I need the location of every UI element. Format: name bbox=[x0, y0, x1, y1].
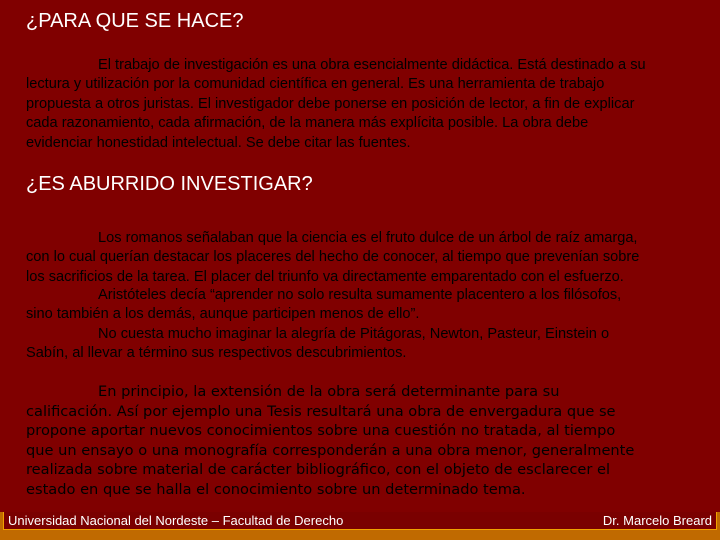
paragraph-extension bbox=[26, 382, 696, 499]
text-line: El trabajo de investigación es una obra esencialmente didáctica. Está destinado a su bbox=[98, 57, 646, 73]
text-line: estado en que se halla el conocimiento sobre un determinado tema. bbox=[26, 480, 526, 498]
paragraph-romanos bbox=[26, 229, 696, 287]
text-line: Aristóteles decía “aprender no solo resulta sumamente placentero a los filósofos, bbox=[98, 287, 622, 303]
text-line: No cuesta mucho imaginar la alegría de Pitágoras, Newton, Pasteur, Einstein o bbox=[98, 326, 610, 342]
text-line: propuesta a otros juristas. El investigador debe ponerse en posición de lector, a fin de explicar bbox=[26, 95, 635, 112]
text-line: En principio, la extensión de la obra será determinante para su bbox=[98, 383, 560, 400]
text-line: Sabín, al llevar a término sus respectivos descubrimientos. bbox=[26, 345, 407, 362]
text-line: lectura y utilización por la comunidad científica en general. Es una herramienta de trabajo bbox=[26, 76, 605, 93]
text-line: los sacrificios de la tarea. El placer del triunfo va directamente emparentado con el esfuerzo. bbox=[26, 268, 624, 285]
text-line: evidenciar honestidad intelectual. Se debe citar las fuentes. bbox=[26, 134, 411, 151]
text-line: con lo cual querían destacar los placeres del hecho de conocer, al tiempo que prevenían sobre bbox=[26, 249, 640, 266]
text-line: que un ensayo o una monografía corresponderán a una obra menor, generalmente bbox=[26, 441, 635, 459]
text-line: calificación. Así por ejemplo una Tesis resultará una obra de envergadura que se bbox=[26, 402, 616, 420]
text-line: cada razonamiento, cada afirmación, de la manera más explícita posible. La obra debe bbox=[26, 115, 589, 132]
heading-es-aburrido-investigar: ¿ES ABURRIDO INVESTIGAR? bbox=[26, 173, 313, 195]
text-line: Los romanos señalaban que la ciencia es el fruto dulce de un árbol de raíz amarga, bbox=[98, 230, 638, 246]
footer-author: Dr. Marcelo Breard bbox=[602, 513, 712, 528]
heading-para-que-se-hace: ¿PARA QUE SE HACE? bbox=[26, 10, 244, 32]
text-line: realizada sobre material de carácter bibliográfico, con el objeto de esclarecer el bbox=[26, 461, 611, 478]
paragraph-pitagoras bbox=[26, 325, 696, 364]
text-line: sino también a los demás, aunque participen menos de ello”. bbox=[26, 306, 420, 323]
paragraph-aristoteles bbox=[26, 286, 696, 325]
text-line: propone aportar nuevos conocimientos sobre una cuestión no tratada, al tiempo bbox=[26, 422, 616, 439]
footer-band bbox=[3, 512, 717, 530]
footer-bar bbox=[0, 512, 720, 540]
paragraph-purpose bbox=[26, 56, 696, 153]
footer-institution: Universidad Nacional del Nordeste – Facultad de Derecho bbox=[8, 513, 344, 528]
